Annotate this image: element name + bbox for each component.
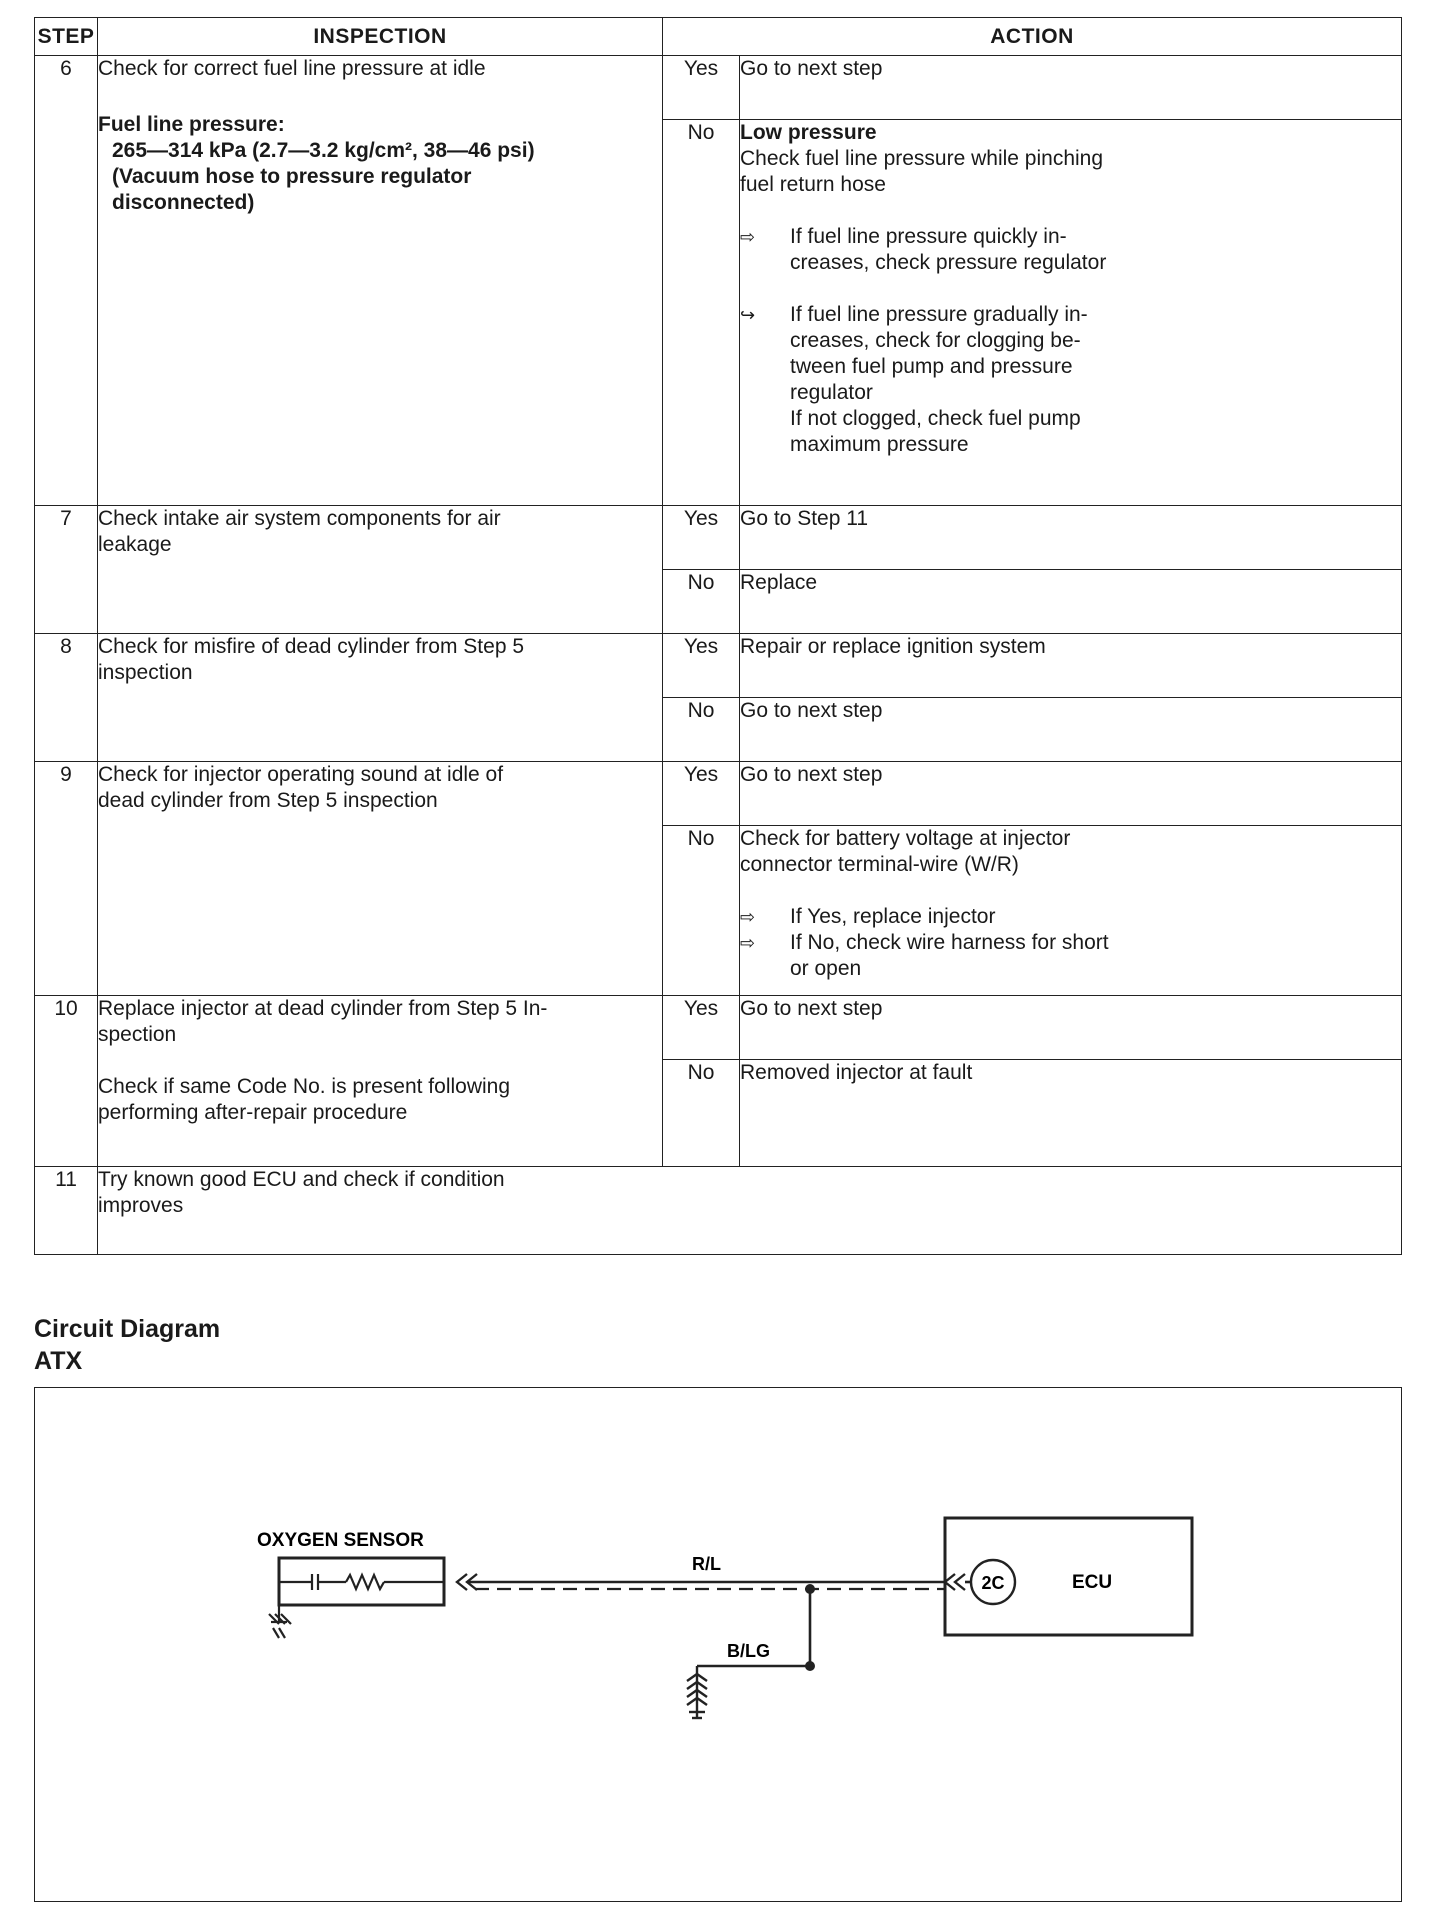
no-action — [740, 826, 1402, 996]
sub-item-line: maximum pressure — [790, 433, 969, 456]
ecu-label: ECU — [1072, 1572, 1113, 1593]
sub-item-line: creases, check for clogging be- — [790, 329, 1081, 352]
right-arrow-icon: ⇨ — [740, 227, 756, 247]
circuit-title: Circuit Diagram — [34, 1315, 221, 1343]
sub-item-line: If not clogged, check fuel pump — [790, 407, 1081, 430]
oxygen-sensor-label: OXYGEN SENSOR — [257, 1530, 424, 1551]
wire-r-l-label: R/L — [692, 1554, 721, 1574]
inspection-text: Check if same Code No. is present following — [98, 1075, 511, 1098]
inspection-cell — [98, 56, 663, 506]
no-action-line: connector terminal-wire (W/R) — [740, 853, 1019, 876]
sub-item-line: tween fuel pump and pressure — [790, 355, 1073, 378]
no-label: No — [663, 570, 740, 634]
inspection-cell — [98, 996, 663, 1167]
yes-label: Yes — [663, 56, 740, 120]
sub-item-line: or open — [790, 957, 862, 980]
ground-icon — [687, 1666, 707, 1718]
circuit-subtitle: ATX — [34, 1347, 83, 1375]
sub-item — [740, 904, 1401, 930]
no-action: Go to next step — [740, 698, 1402, 762]
right-arrow-icon: ⇨ — [740, 933, 756, 953]
sub-item-line: If No, check wire harness for short — [790, 931, 1109, 954]
inspection-text: leakage — [98, 533, 172, 556]
table-row — [35, 634, 1402, 698]
inspection-text: Check intake air system components for air — [98, 507, 501, 530]
no-action-line: Check for battery voltage at injector — [740, 827, 1071, 850]
no-label: No — [663, 120, 740, 506]
circuit-heading — [34, 1313, 220, 1377]
step-number: 6 — [35, 56, 98, 506]
step-number: 10 — [35, 996, 98, 1167]
sub-item-line: If fuel line pressure gradually in- — [790, 303, 1088, 326]
step-number: 11 — [35, 1167, 98, 1255]
circuit-diagram — [34, 1387, 1402, 1902]
table-row — [35, 996, 1402, 1060]
circuit-svg — [35, 1388, 1401, 1901]
inspection-text: improves — [98, 1194, 184, 1217]
inspection-header: INSPECTION — [98, 18, 663, 56]
sub-item — [740, 302, 1401, 458]
sub-item — [740, 224, 1401, 276]
hook-arrow-icon: ↪ — [740, 305, 756, 325]
yes-label: Yes — [663, 996, 740, 1060]
step-header: STEP — [35, 18, 98, 56]
troubleshooting-table — [34, 17, 1402, 1255]
right-arrow-icon: ⇨ — [740, 907, 756, 927]
yes-label: Yes — [663, 506, 740, 570]
inspection-text: Check for misfire of dead cylinder from Step 5 — [98, 635, 525, 658]
no-action-title: Low pressure — [740, 121, 877, 144]
yes-action: Go to next step — [740, 996, 1402, 1060]
step-number: 9 — [35, 762, 98, 996]
inspection-text: Replace injector at dead cylinder from Step 5 In- — [98, 997, 548, 1020]
sensor-element-icon — [279, 1574, 444, 1590]
no-label: No — [663, 1060, 740, 1167]
inspection-text: Check for injector operating sound at idle of — [98, 763, 504, 786]
sub-item-line: regulator — [790, 381, 873, 404]
action-header: ACTION — [663, 18, 1402, 56]
inspection-cell — [98, 762, 663, 996]
inspection-text: performing after-repair procedure — [98, 1101, 408, 1124]
inspection-text: Try known good ECU and check if condition — [98, 1168, 505, 1191]
wire-b-lg-label: B/LG — [727, 1641, 770, 1661]
ecu-connector-icon — [945, 1574, 965, 1590]
no-action-line: Check fuel line pressure while pinching — [740, 147, 1104, 170]
yes-action: Go to Step 11 — [740, 506, 1402, 570]
no-action-line: fuel return hose — [740, 173, 886, 196]
spec-line: (Vacuum hose to pressure regulator — [112, 165, 472, 188]
no-label: No — [663, 698, 740, 762]
yes-action: Go to next step — [740, 56, 1402, 120]
no-action: Replace — [740, 570, 1402, 634]
spec-line: disconnected) — [112, 191, 255, 214]
yes-action: Repair or replace ignition system — [740, 634, 1402, 698]
terminal-2c-label: 2C — [981, 1573, 1005, 1593]
sub-item-line: creases, check pressure regulator — [790, 251, 1107, 274]
table-row — [35, 506, 1402, 570]
sub-item — [740, 930, 1401, 982]
table-header-row — [35, 18, 1402, 56]
spec-title: Fuel line pressure: — [98, 113, 285, 136]
table-row — [35, 1167, 1402, 1255]
sub-item-line: If fuel line pressure quickly in- — [790, 225, 1067, 248]
inspection-text: Check for correct fuel line pressure at idle — [98, 57, 486, 80]
sub-item-line: If Yes, replace injector — [790, 905, 996, 928]
inspection-text: inspection — [98, 661, 193, 684]
no-action — [740, 120, 1402, 506]
step-number: 7 — [35, 506, 98, 634]
step-number: 8 — [35, 634, 98, 762]
yes-label: Yes — [663, 634, 740, 698]
yes-label: Yes — [663, 762, 740, 826]
sensor-ground-icon — [269, 1605, 291, 1638]
table-row — [35, 762, 1402, 826]
spec-line: 265—314 kPa (2.7—3.2 kg/cm², 38—46 psi) — [112, 139, 535, 162]
yes-action: Go to next step — [740, 762, 1402, 826]
inspection-cell — [98, 1167, 1402, 1255]
inspection-cell — [98, 506, 663, 634]
no-label: No — [663, 826, 740, 996]
table-row — [35, 56, 1402, 120]
no-action: Removed injector at fault — [740, 1060, 1402, 1167]
inspection-text: dead cylinder from Step 5 inspection — [98, 789, 438, 812]
inspection-cell — [98, 634, 663, 762]
inspection-text: spection — [98, 1023, 177, 1046]
